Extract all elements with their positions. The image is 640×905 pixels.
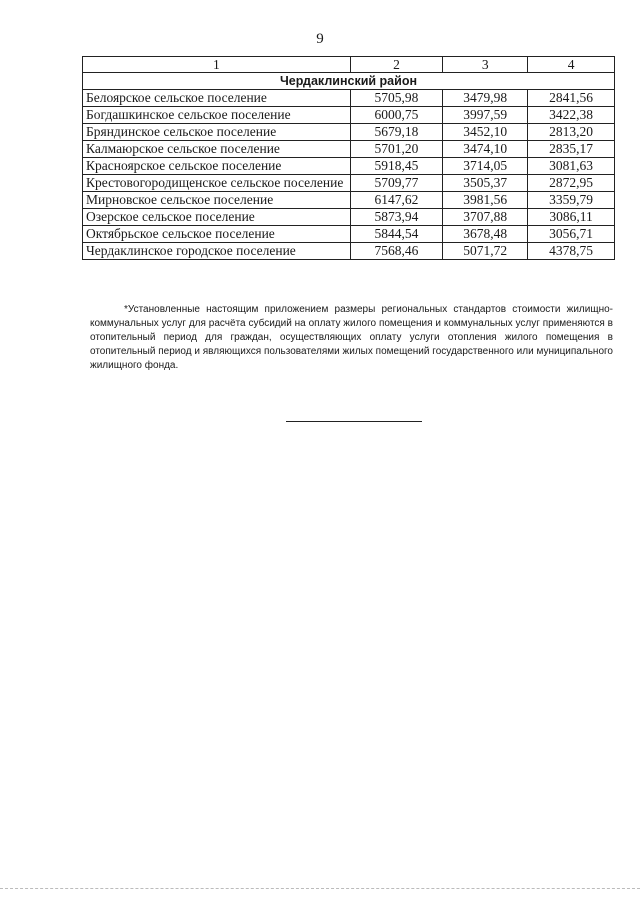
column-header-4: 4 <box>528 57 615 73</box>
value-col-2: 6000,75 <box>350 107 442 124</box>
table-row <box>83 107 615 124</box>
table-row <box>83 124 615 141</box>
value-col-3: 3997,59 <box>443 107 528 124</box>
table-row <box>83 209 615 226</box>
section-title: Чердаклинский район <box>83 73 615 90</box>
value-col-2: 5873,94 <box>350 209 442 226</box>
value-col-2: 5709,77 <box>350 175 442 192</box>
value-col-3: 3678,48 <box>443 226 528 243</box>
settlement-name: Белоярское сельское поселение <box>83 90 351 107</box>
table-row <box>83 175 615 192</box>
value-col-3: 3707,88 <box>443 209 528 226</box>
settlement-name: Октябрьское сельское поселение <box>83 226 351 243</box>
value-col-3: 5071,72 <box>443 243 528 260</box>
value-col-4: 2841,56 <box>528 90 615 107</box>
value-col-4: 2835,17 <box>528 141 615 158</box>
table-row <box>83 192 615 209</box>
settlement-name: Крестовогородищенское сельское поселение <box>83 175 351 192</box>
column-header-1: 1 <box>83 57 351 73</box>
table-row <box>83 226 615 243</box>
value-col-4: 3056,71 <box>528 226 615 243</box>
value-col-4: 3359,79 <box>528 192 615 209</box>
settlement-name: Бряндинское сельское поселение <box>83 124 351 141</box>
value-col-2: 5844,54 <box>350 226 442 243</box>
value-col-2: 5705,98 <box>350 90 442 107</box>
scan-edge-line <box>0 888 640 889</box>
settlement-name: Мирновское сельское поселение <box>83 192 351 209</box>
settlement-name: Богдашкинское сельское поселение <box>83 107 351 124</box>
table-row <box>83 141 615 158</box>
settlement-name: Чердаклинское городское поселение <box>83 243 351 260</box>
settlement-name: Калмаюрское сельское поселение <box>83 141 351 158</box>
standards-table <box>82 56 615 260</box>
value-col-3: 3714,05 <box>443 158 528 175</box>
table-row <box>83 158 615 175</box>
value-col-4: 2813,20 <box>528 124 615 141</box>
value-col-2: 6147,62 <box>350 192 442 209</box>
value-col-2: 5918,45 <box>350 158 442 175</box>
value-col-3: 3981,56 <box>443 192 528 209</box>
value-col-2: 7568,46 <box>350 243 442 260</box>
column-header-2: 2 <box>350 57 442 73</box>
section-row <box>83 73 615 90</box>
value-col-2: 5679,18 <box>350 124 442 141</box>
settlement-name: Озерское сельское поселение <box>83 209 351 226</box>
settlement-name: Красноярское сельское поселение <box>83 158 351 175</box>
value-col-4: 4378,75 <box>528 243 615 260</box>
value-col-3: 3505,37 <box>443 175 528 192</box>
value-col-4: 3422,38 <box>528 107 615 124</box>
value-col-3: 3474,10 <box>443 141 528 158</box>
value-col-4: 3086,11 <box>528 209 615 226</box>
value-col-4: 2872,95 <box>528 175 615 192</box>
footnote: *Установленные настоящим приложением размеры региональных стандартов стоимости жилищно-коммунальных услуг для расчёта субсидий на оплату жилого помещения и коммунальных услуг применяются в отопительный период для граждан, осуществляющих оплату услуги отопления жилого помещения в отопительный период и являющихся пользователями жилых помещений государственного или муниципального жилищного фонда. <box>90 304 613 371</box>
end-divider <box>286 421 422 422</box>
table-row <box>83 243 615 260</box>
table-row <box>83 90 615 107</box>
value-col-3: 3452,10 <box>443 124 528 141</box>
table-header-row <box>83 57 615 73</box>
page-number: 9 <box>316 31 324 47</box>
value-col-4: 3081,63 <box>528 158 615 175</box>
value-col-2: 5701,20 <box>350 141 442 158</box>
column-header-3: 3 <box>443 57 528 73</box>
value-col-3: 3479,98 <box>443 90 528 107</box>
